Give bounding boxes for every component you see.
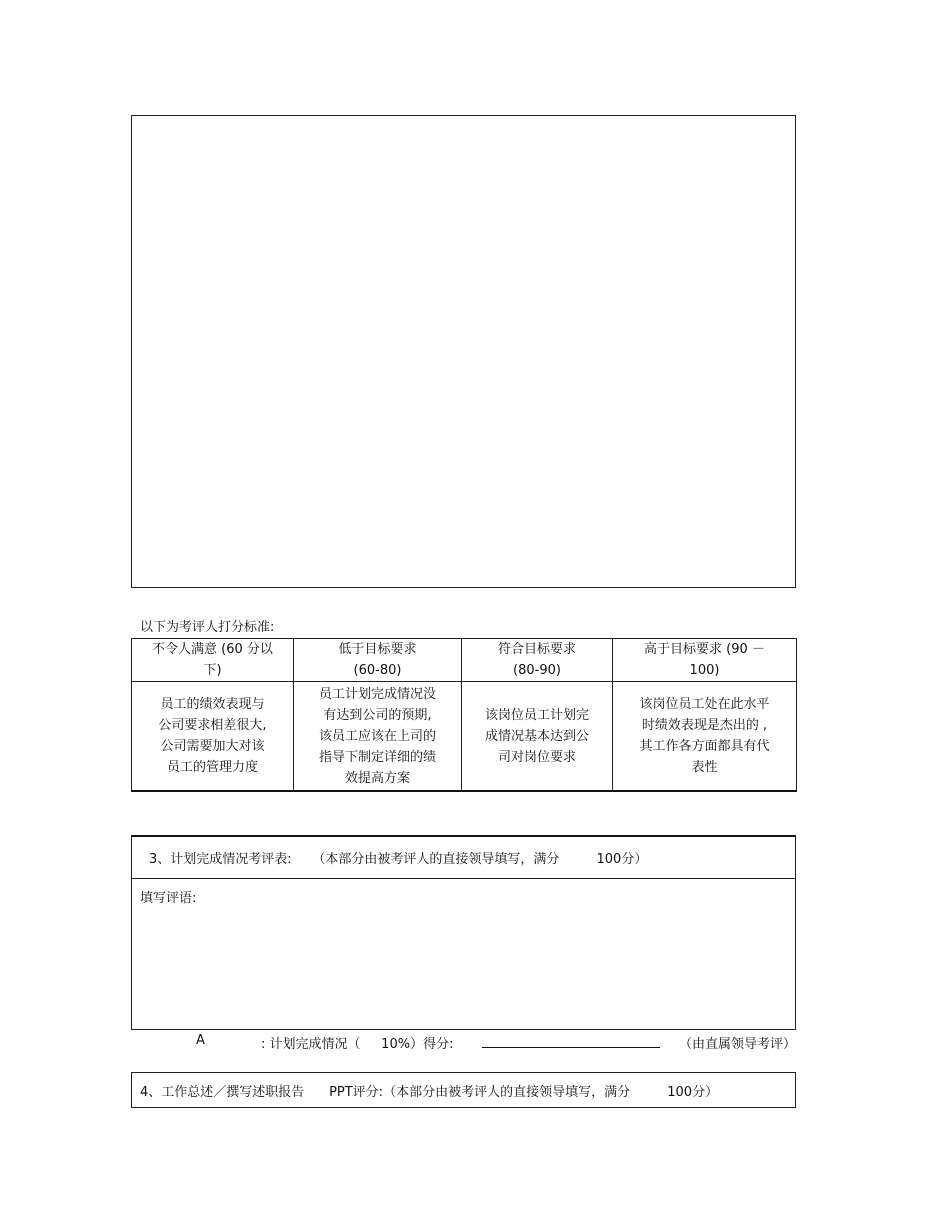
description-below-target: 员工计划完成情况没 有达到公司的预期, 该员工应该在上司的 指导下制定详细的绩 效提高方案 xyxy=(294,682,462,792)
scoring-standards-table xyxy=(131,638,797,792)
description-above-target: 该岗位员工处在此水平 时绩效表现是杰出的 , 其工作各方面都具有代 表性 xyxy=(613,682,797,792)
header-meets-target: 符合目标要求 (80-90) xyxy=(462,639,613,682)
description-meets-target: 该岗位员工计划完 成情况基本达到公 司对岗位要求 xyxy=(462,682,613,792)
standards-intro: 以下为考评人打分标准: xyxy=(140,620,275,635)
header-below-target: 低于目标要求 (60-80) xyxy=(294,639,462,682)
table-header-row xyxy=(132,639,797,682)
comment-label: 填写评语: xyxy=(140,891,197,906)
blank-content-frame xyxy=(131,115,796,588)
description-unsatisfactory: 员工的绩效表现与 公司要求相差很大, 公司需要加大对该 员工的管理力度 xyxy=(132,682,294,792)
plan-completion-section xyxy=(131,835,796,1030)
table-row xyxy=(132,682,797,792)
score-note: （由直属领导考评） xyxy=(678,1037,796,1052)
section-title: 3、计划完成情况考评表: （本部分由被考评人的直接领导填写，满分 100分） xyxy=(132,837,795,879)
report-ppt-section: 4、工作总述／撰写述职报告 PPT评分:（本部分由被考评人的直接领导填写，满分 100分） xyxy=(131,1072,796,1108)
score-line xyxy=(131,1033,796,1051)
score-item-letter: A xyxy=(196,1033,205,1048)
score-item-text: : 计划完成情况（ 10%）得分: xyxy=(261,1037,454,1052)
score-fill-blank[interactable] xyxy=(482,1047,660,1048)
header-above-target: 高于目标要求 (90 － 100) xyxy=(613,639,797,682)
header-unsatisfactory: 不令人满意 (60 分以 下) xyxy=(132,639,294,682)
